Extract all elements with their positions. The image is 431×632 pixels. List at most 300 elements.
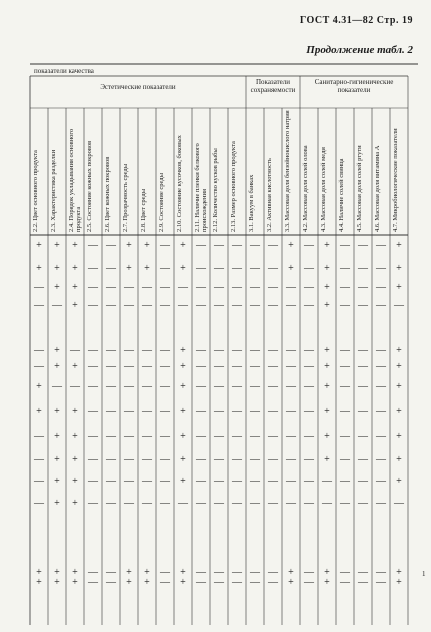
table-cell: + bbox=[54, 282, 60, 293]
table-cell: + bbox=[180, 381, 186, 392]
footnote-marker: 1 bbox=[422, 570, 426, 578]
table-cell: — bbox=[358, 345, 368, 356]
table-cell: — bbox=[34, 345, 44, 356]
table-cell: — bbox=[250, 345, 260, 356]
table-cell: — bbox=[142, 454, 152, 465]
table-cell: — bbox=[142, 282, 152, 293]
table-cell: + bbox=[72, 476, 78, 487]
table-cell: — bbox=[106, 345, 116, 356]
table-cell: — bbox=[106, 282, 116, 293]
table-cell: + bbox=[180, 263, 186, 274]
table-cell: — bbox=[106, 454, 116, 465]
table-cell: + bbox=[54, 406, 60, 417]
table-cell: — bbox=[268, 240, 278, 251]
table-cell: — bbox=[88, 263, 98, 274]
table-cell: — bbox=[340, 406, 350, 417]
table-cell: — bbox=[358, 577, 368, 588]
table-cell: — bbox=[250, 577, 260, 588]
column-header: 3.3. Массовая доля бензойнокислого натрия bbox=[284, 110, 291, 232]
column-header: 4.7. Микробиологические показатели bbox=[392, 128, 399, 232]
table-cell: — bbox=[106, 406, 116, 417]
table-cell: — bbox=[196, 381, 206, 392]
table-cell: + bbox=[396, 577, 402, 588]
table-cell: — bbox=[196, 300, 206, 311]
table-cell: + bbox=[126, 240, 132, 251]
table-cell: — bbox=[268, 361, 278, 372]
table-cell: + bbox=[144, 567, 150, 578]
table-cell: — bbox=[250, 381, 260, 392]
table-cell: — bbox=[214, 263, 224, 274]
table-cell: — bbox=[232, 454, 242, 465]
table-cell: + bbox=[324, 300, 330, 311]
table-cell: — bbox=[358, 567, 368, 578]
table-cell: — bbox=[214, 282, 224, 293]
table-cell: — bbox=[214, 406, 224, 417]
table-cell: — bbox=[286, 476, 296, 487]
table-cell: + bbox=[288, 240, 294, 251]
table-cell: — bbox=[340, 431, 350, 442]
table-cell: — bbox=[340, 361, 350, 372]
table-cell: — bbox=[196, 282, 206, 293]
table-cell: — bbox=[250, 361, 260, 372]
table-cell: — bbox=[142, 300, 152, 311]
table-cell: — bbox=[340, 476, 350, 487]
table-cell: + bbox=[72, 406, 78, 417]
table-cell: — bbox=[160, 381, 170, 392]
table-cell: — bbox=[214, 300, 224, 311]
table-cell: — bbox=[376, 381, 386, 392]
table-cell: — bbox=[214, 381, 224, 392]
table-cell: — bbox=[250, 567, 260, 578]
table-cell: — bbox=[286, 381, 296, 392]
table-cell: — bbox=[106, 431, 116, 442]
table-cell: — bbox=[52, 300, 62, 311]
table-cell: — bbox=[214, 345, 224, 356]
table-cell: — bbox=[160, 282, 170, 293]
table-cell: — bbox=[232, 240, 242, 251]
table-cell: + bbox=[180, 567, 186, 578]
table-cell: — bbox=[286, 300, 296, 311]
table-cell: — bbox=[196, 406, 206, 417]
table-cell: — bbox=[358, 454, 368, 465]
table-cell: + bbox=[72, 431, 78, 442]
table-cell: — bbox=[196, 361, 206, 372]
table-cell: — bbox=[250, 282, 260, 293]
group-header: Показатели сохраняемости bbox=[250, 78, 296, 94]
table-cell: — bbox=[214, 431, 224, 442]
table-cell: — bbox=[142, 476, 152, 487]
column-header: 2.5. Состояние кожных покровов bbox=[86, 140, 93, 232]
table-cell: — bbox=[358, 361, 368, 372]
table-cell: — bbox=[358, 282, 368, 293]
table-cell: + bbox=[396, 361, 402, 372]
column-header: 4.5. Массовая доля солей ртути bbox=[356, 145, 363, 232]
table-cell: — bbox=[106, 300, 116, 311]
table-cell: + bbox=[144, 263, 150, 274]
table-cell: — bbox=[160, 361, 170, 372]
table-cell: — bbox=[88, 498, 98, 509]
table-cell: + bbox=[396, 454, 402, 465]
table-cell: — bbox=[124, 361, 134, 372]
table-cell: — bbox=[304, 476, 314, 487]
table-cell: — bbox=[358, 263, 368, 274]
table-cell: — bbox=[304, 263, 314, 274]
table-cell: — bbox=[250, 263, 260, 274]
table-cell: + bbox=[180, 240, 186, 251]
column-header: 4.3. Массовая доля солей меди bbox=[320, 147, 327, 232]
table-cell: — bbox=[214, 240, 224, 251]
table-cell: — bbox=[340, 498, 350, 509]
table-cell: — bbox=[304, 282, 314, 293]
table-cell: — bbox=[106, 263, 116, 274]
table-cell: + bbox=[36, 567, 42, 578]
table-cell: — bbox=[250, 300, 260, 311]
table-cell: + bbox=[180, 476, 186, 487]
table-cell: — bbox=[340, 381, 350, 392]
table-cell: — bbox=[196, 454, 206, 465]
table-cell: — bbox=[358, 498, 368, 509]
table-cell: — bbox=[268, 498, 278, 509]
table-cell: + bbox=[324, 454, 330, 465]
table-cell: — bbox=[178, 498, 188, 509]
table-cell: — bbox=[214, 577, 224, 588]
table-cell: + bbox=[36, 577, 42, 588]
table-cell: — bbox=[124, 300, 134, 311]
table-cell: — bbox=[376, 263, 386, 274]
table-cell: — bbox=[196, 577, 206, 588]
table-cell: — bbox=[106, 361, 116, 372]
table-cell: + bbox=[396, 431, 402, 442]
table-cell: + bbox=[126, 567, 132, 578]
table-cell: — bbox=[394, 498, 404, 509]
column-header: 2.13. Размер основного продукта bbox=[230, 141, 237, 232]
table-cell: + bbox=[324, 282, 330, 293]
table-cell: — bbox=[160, 476, 170, 487]
table-cell: + bbox=[54, 431, 60, 442]
standard-page-header: ГОСТ 4.31—82 Стр. 19 bbox=[299, 15, 413, 26]
table-cell: — bbox=[376, 577, 386, 588]
table-cell: — bbox=[376, 498, 386, 509]
table-cell: — bbox=[232, 282, 242, 293]
table-cell: — bbox=[232, 361, 242, 372]
table-cell: — bbox=[340, 577, 350, 588]
table-cell: — bbox=[304, 300, 314, 311]
table-cell: — bbox=[268, 454, 278, 465]
column-header: 2.2. Цвет основного продукта bbox=[32, 150, 39, 232]
table-cell: + bbox=[54, 577, 60, 588]
table-cell: + bbox=[396, 406, 402, 417]
table-cell: — bbox=[88, 240, 98, 251]
table-cell: + bbox=[54, 240, 60, 251]
table-cell: — bbox=[340, 263, 350, 274]
table-cell: — bbox=[88, 567, 98, 578]
table-cell: — bbox=[340, 454, 350, 465]
table-cell: + bbox=[288, 567, 294, 578]
table-cell: — bbox=[142, 361, 152, 372]
table-cell: + bbox=[72, 300, 78, 311]
table-cell: + bbox=[54, 454, 60, 465]
table-cell: + bbox=[54, 476, 60, 487]
table-cell: — bbox=[88, 431, 98, 442]
table-cell: — bbox=[160, 240, 170, 251]
table-cell: — bbox=[142, 381, 152, 392]
table-cell: — bbox=[286, 431, 296, 442]
table-cell: — bbox=[322, 476, 332, 487]
table-cell: + bbox=[288, 577, 294, 588]
column-header: 2.11. Наличие пленки белкового происхождения bbox=[194, 143, 208, 232]
table-cell: — bbox=[88, 476, 98, 487]
table-cell: — bbox=[250, 406, 260, 417]
table-cell: — bbox=[268, 577, 278, 588]
table-cell: + bbox=[36, 381, 42, 392]
table-cell: — bbox=[268, 567, 278, 578]
table-cell: + bbox=[72, 240, 78, 251]
table-cell: — bbox=[358, 431, 368, 442]
table-cell: — bbox=[376, 454, 386, 465]
table-cell: + bbox=[396, 345, 402, 356]
table-cell: — bbox=[160, 567, 170, 578]
column-header: 4.4. Наличие солей свинца bbox=[338, 158, 345, 232]
table-cell: — bbox=[358, 476, 368, 487]
table-cell: + bbox=[180, 361, 186, 372]
table-cell: + bbox=[324, 381, 330, 392]
table-cell: — bbox=[34, 300, 44, 311]
table-cell: — bbox=[160, 263, 170, 274]
table-cell: — bbox=[88, 406, 98, 417]
column-header: 2.4. Порядок укладывания основного продукта bbox=[68, 128, 82, 232]
table-cell: + bbox=[180, 454, 186, 465]
table-cell: — bbox=[88, 361, 98, 372]
table-cell: — bbox=[232, 476, 242, 487]
table-cell: — bbox=[124, 381, 134, 392]
table-cell: — bbox=[358, 300, 368, 311]
table-cell: — bbox=[286, 361, 296, 372]
table-cell: + bbox=[36, 263, 42, 274]
table-cell: + bbox=[54, 345, 60, 356]
table-cell: — bbox=[232, 431, 242, 442]
table-cell: — bbox=[106, 577, 116, 588]
table-cell: — bbox=[304, 431, 314, 442]
table-cell: + bbox=[72, 361, 78, 372]
table-cell: — bbox=[376, 240, 386, 251]
table-cell: — bbox=[250, 476, 260, 487]
table-cell: — bbox=[340, 567, 350, 578]
table-cell: — bbox=[214, 567, 224, 578]
table-cell: — bbox=[268, 300, 278, 311]
table-cell: — bbox=[196, 240, 206, 251]
column-header: 2.12. Количество кусков рыбы bbox=[212, 148, 219, 232]
table-cell: — bbox=[196, 345, 206, 356]
table-cell: + bbox=[180, 345, 186, 356]
table-cell: + bbox=[324, 263, 330, 274]
table-cell: — bbox=[322, 498, 332, 509]
table-cell: — bbox=[232, 263, 242, 274]
table-cell: + bbox=[72, 263, 78, 274]
table-cell: — bbox=[376, 567, 386, 578]
table-cell: — bbox=[376, 431, 386, 442]
table-cell: — bbox=[34, 498, 44, 509]
table-cell: — bbox=[358, 406, 368, 417]
column-header: 3.1. Вакуум в банках bbox=[248, 174, 255, 232]
table-cell: — bbox=[250, 498, 260, 509]
table-cell: + bbox=[36, 406, 42, 417]
table-cell: — bbox=[142, 498, 152, 509]
table-cell: — bbox=[268, 476, 278, 487]
table-cell: — bbox=[286, 498, 296, 509]
table-cell: — bbox=[142, 406, 152, 417]
table-cell: — bbox=[34, 454, 44, 465]
table-cell: + bbox=[288, 263, 294, 274]
table-cell: — bbox=[340, 345, 350, 356]
table-cell: — bbox=[250, 240, 260, 251]
table-cell: — bbox=[268, 431, 278, 442]
column-header: 2.7. Прозрачность среды bbox=[122, 163, 129, 232]
table-cell: — bbox=[88, 282, 98, 293]
table-cell: — bbox=[124, 431, 134, 442]
table-cell: — bbox=[304, 454, 314, 465]
table-cell: — bbox=[304, 577, 314, 588]
table-cell: + bbox=[396, 567, 402, 578]
table-cell: — bbox=[376, 282, 386, 293]
table-cell: — bbox=[70, 381, 80, 392]
table-cell: + bbox=[396, 282, 402, 293]
table-cell: + bbox=[324, 406, 330, 417]
quality-label: показатели качества bbox=[34, 67, 94, 75]
table-cell: + bbox=[324, 431, 330, 442]
table-cell: — bbox=[232, 300, 242, 311]
table-cell: — bbox=[124, 454, 134, 465]
table-cell: — bbox=[196, 431, 206, 442]
table-cell: — bbox=[196, 567, 206, 578]
table-cell: — bbox=[268, 381, 278, 392]
table-cell: — bbox=[232, 498, 242, 509]
table-cell: + bbox=[54, 498, 60, 509]
table-cell: — bbox=[214, 454, 224, 465]
table-cell: — bbox=[196, 498, 206, 509]
table-cell: — bbox=[178, 282, 188, 293]
table-cell: — bbox=[304, 406, 314, 417]
table-cell: — bbox=[214, 476, 224, 487]
table-cell: — bbox=[232, 577, 242, 588]
table-cell: + bbox=[126, 263, 132, 274]
table-cell: + bbox=[324, 345, 330, 356]
column-header: 3.2. Активная кислотность bbox=[266, 158, 273, 232]
table-cell: — bbox=[232, 406, 242, 417]
table-cell: + bbox=[54, 361, 60, 372]
table-cell: — bbox=[124, 406, 134, 417]
table-cell: — bbox=[88, 454, 98, 465]
table-cell: — bbox=[340, 240, 350, 251]
column-header: 4.2. Массовая доля солей олова bbox=[302, 145, 309, 232]
table-cell: — bbox=[286, 406, 296, 417]
table-cell: + bbox=[72, 282, 78, 293]
table-cell: — bbox=[34, 476, 44, 487]
table-cell: — bbox=[268, 263, 278, 274]
table-cell: + bbox=[396, 263, 402, 274]
table-cell: — bbox=[340, 282, 350, 293]
table-cell: + bbox=[72, 498, 78, 509]
table-cell: — bbox=[124, 282, 134, 293]
table-cell: — bbox=[268, 282, 278, 293]
group-header: Эстетические показатели bbox=[100, 83, 176, 91]
table-cell: — bbox=[358, 381, 368, 392]
table-cell: — bbox=[232, 567, 242, 578]
table-cell: — bbox=[268, 345, 278, 356]
table-cell: — bbox=[304, 498, 314, 509]
table-cell: — bbox=[160, 454, 170, 465]
table-cell: — bbox=[286, 282, 296, 293]
table-cell: — bbox=[106, 498, 116, 509]
table-cell: + bbox=[396, 381, 402, 392]
table-cell: — bbox=[250, 454, 260, 465]
table-cell: — bbox=[106, 567, 116, 578]
table-cell: — bbox=[304, 381, 314, 392]
table-cell: + bbox=[54, 263, 60, 274]
table-cell: — bbox=[304, 345, 314, 356]
table-cell: — bbox=[304, 361, 314, 372]
table-continuation-title: Продолжение табл. 2 bbox=[306, 44, 413, 56]
table-cell: + bbox=[126, 577, 132, 588]
table-cell: + bbox=[396, 240, 402, 251]
table-cell: — bbox=[394, 300, 404, 311]
table-cell: — bbox=[196, 476, 206, 487]
table-cell: + bbox=[396, 476, 402, 487]
table-cell: — bbox=[88, 300, 98, 311]
table-cell: + bbox=[144, 577, 150, 588]
table-cell: — bbox=[232, 345, 242, 356]
table-cell: — bbox=[124, 476, 134, 487]
column-header: 2.8. Цвет среды bbox=[140, 188, 147, 232]
table-cell: — bbox=[376, 361, 386, 372]
table-cell: — bbox=[232, 381, 242, 392]
table-cell: — bbox=[376, 406, 386, 417]
table-cell: + bbox=[324, 567, 330, 578]
table-cell: — bbox=[160, 577, 170, 588]
table-cell: + bbox=[72, 454, 78, 465]
table-cell: + bbox=[180, 577, 186, 588]
table-cell: — bbox=[214, 498, 224, 509]
table-cell: + bbox=[324, 240, 330, 251]
table-cell: — bbox=[250, 431, 260, 442]
table-cell: — bbox=[376, 300, 386, 311]
table-cell: + bbox=[36, 240, 42, 251]
table-cell: + bbox=[324, 577, 330, 588]
table-cell: — bbox=[358, 240, 368, 251]
table-cell: — bbox=[106, 381, 116, 392]
column-header: 4.6. Массовая доля витамина А bbox=[374, 145, 381, 232]
table-cell: — bbox=[142, 431, 152, 442]
table-cell: + bbox=[72, 577, 78, 588]
table-cell: — bbox=[214, 361, 224, 372]
column-header: 2.6. Цвет кожных покровов bbox=[104, 156, 111, 232]
table-cell: — bbox=[196, 263, 206, 274]
table-cell: — bbox=[304, 567, 314, 578]
table-cell: — bbox=[160, 431, 170, 442]
table-cell: + bbox=[180, 431, 186, 442]
table-cell: — bbox=[142, 345, 152, 356]
column-header: 2.3. Характеристика разделки bbox=[50, 149, 57, 232]
table-cell: — bbox=[376, 345, 386, 356]
table-cell: — bbox=[160, 300, 170, 311]
table-cell: + bbox=[324, 361, 330, 372]
table-cell: — bbox=[376, 476, 386, 487]
table-cell: — bbox=[160, 498, 170, 509]
table-cell: — bbox=[286, 345, 296, 356]
table-cell: — bbox=[124, 345, 134, 356]
table-cell: — bbox=[88, 381, 98, 392]
column-header: 2.9. Состояние среды bbox=[158, 173, 165, 232]
table-cell: — bbox=[304, 240, 314, 251]
